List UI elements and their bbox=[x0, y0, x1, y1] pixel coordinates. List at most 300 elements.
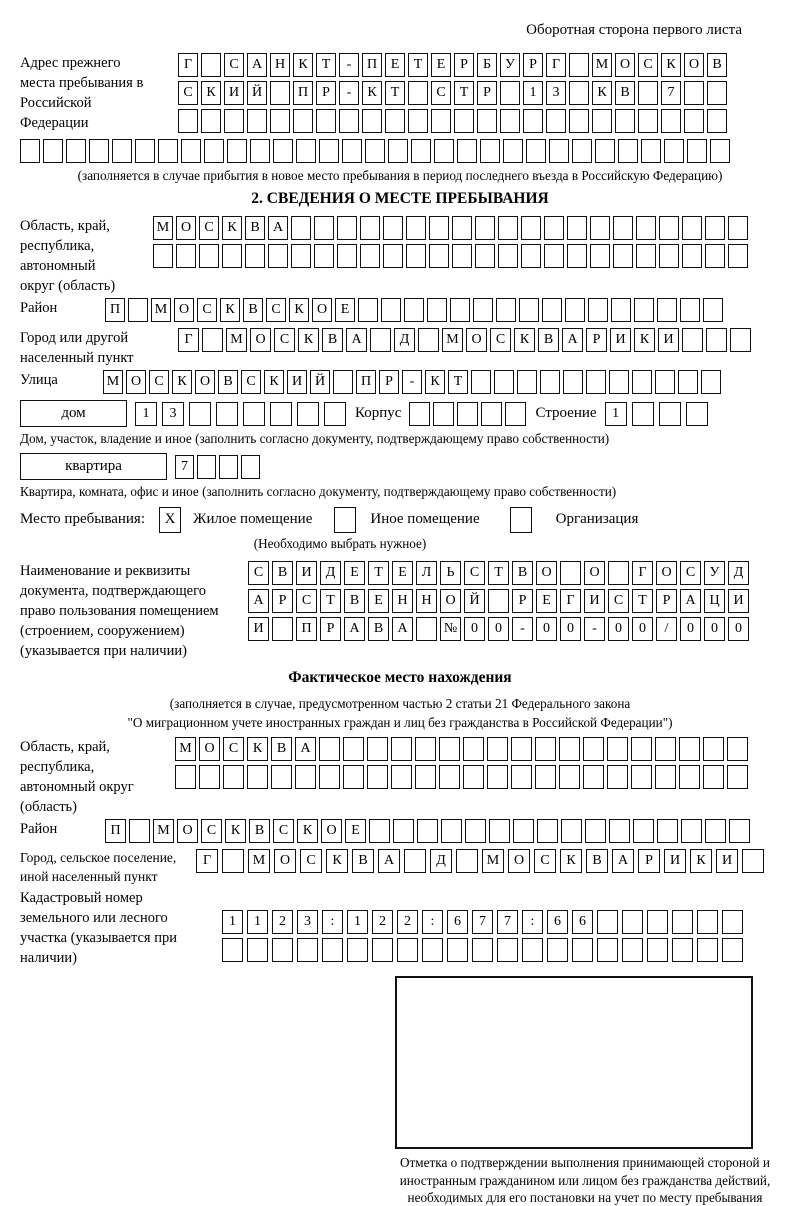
grid-cell[interactable]: № bbox=[440, 617, 461, 641]
grid-cell[interactable] bbox=[291, 216, 311, 240]
grid-cell[interactable]: О bbox=[615, 53, 635, 77]
grid-cell[interactable] bbox=[271, 765, 292, 789]
grid-cell[interactable]: И bbox=[610, 328, 631, 352]
grid-cell[interactable] bbox=[339, 109, 359, 133]
grid-cell[interactable]: С bbox=[201, 819, 222, 843]
grid-cell[interactable]: К bbox=[222, 216, 242, 240]
grid-cell[interactable]: Т bbox=[632, 589, 653, 613]
grid-cell[interactable] bbox=[367, 765, 388, 789]
grid-cell[interactable] bbox=[638, 81, 658, 105]
grid-cell[interactable] bbox=[416, 617, 437, 641]
grid-cell[interactable] bbox=[360, 216, 380, 240]
grid-cell[interactable] bbox=[452, 216, 472, 240]
grid-cell[interactable]: 0 bbox=[536, 617, 557, 641]
grid-cell[interactable] bbox=[319, 765, 340, 789]
grid-cell[interactable] bbox=[372, 938, 393, 962]
grid-cell[interactable]: О bbox=[195, 370, 215, 394]
grid-cell[interactable]: 0 bbox=[464, 617, 485, 641]
grid-cell[interactable]: О bbox=[321, 819, 342, 843]
grid-cell[interactable] bbox=[622, 938, 643, 962]
grid-cell[interactable]: У bbox=[704, 561, 725, 585]
grid-cell[interactable] bbox=[657, 298, 677, 322]
grid-cell[interactable] bbox=[567, 244, 587, 268]
grid-cell[interactable] bbox=[385, 109, 405, 133]
grid-cell[interactable] bbox=[730, 328, 751, 352]
grid-cell[interactable] bbox=[406, 216, 426, 240]
grid-cell[interactable]: С bbox=[149, 370, 169, 394]
grid-cell[interactable]: Т bbox=[454, 81, 474, 105]
grid-cell[interactable] bbox=[291, 244, 311, 268]
grid-cell[interactable] bbox=[659, 402, 681, 426]
grid-cell[interactable]: 1 bbox=[135, 402, 157, 426]
grid-cell[interactable]: К bbox=[298, 328, 319, 352]
grid-cell[interactable]: С bbox=[534, 849, 556, 873]
grid-cell[interactable] bbox=[270, 81, 290, 105]
grid-cell[interactable]: Т bbox=[320, 589, 341, 613]
grid-cell[interactable] bbox=[592, 109, 612, 133]
grid-cell[interactable] bbox=[588, 298, 608, 322]
grid-cell[interactable]: А bbox=[268, 216, 288, 240]
grid-cell[interactable]: В bbox=[707, 53, 727, 77]
grid-cell[interactable]: Е bbox=[392, 561, 413, 585]
grid-cell[interactable] bbox=[703, 298, 723, 322]
grid-cell[interactable] bbox=[622, 910, 643, 934]
grid-cell[interactable] bbox=[679, 737, 700, 761]
grid-cell[interactable]: В bbox=[352, 849, 374, 873]
grid-cell[interactable]: Е bbox=[431, 53, 451, 77]
grid-cell[interactable]: О bbox=[656, 561, 677, 585]
grid-cell[interactable]: Д bbox=[394, 328, 415, 352]
grid-cell[interactable] bbox=[201, 109, 221, 133]
grid-cell[interactable] bbox=[471, 370, 491, 394]
grid-cell[interactable]: И bbox=[728, 589, 749, 613]
grid-cell[interactable]: Й bbox=[310, 370, 330, 394]
grid-cell[interactable]: П bbox=[356, 370, 376, 394]
grid-cell[interactable] bbox=[268, 244, 288, 268]
grid-cell[interactable]: В bbox=[249, 819, 270, 843]
grid-cell[interactable] bbox=[611, 298, 631, 322]
grid-cell[interactable]: К bbox=[425, 370, 445, 394]
grid-cell[interactable] bbox=[319, 139, 339, 163]
grid-cell[interactable] bbox=[672, 910, 693, 934]
grid-cell[interactable]: В bbox=[271, 737, 292, 761]
grid-cell[interactable] bbox=[197, 455, 216, 479]
grid-cell[interactable]: Р bbox=[272, 589, 293, 613]
grid-cell[interactable]: В bbox=[615, 81, 635, 105]
grid-cell[interactable]: К bbox=[172, 370, 192, 394]
grid-cell[interactable]: А bbox=[392, 617, 413, 641]
grid-cell[interactable] bbox=[680, 298, 700, 322]
grid-cell[interactable] bbox=[273, 139, 293, 163]
grid-cell[interactable]: С bbox=[490, 328, 511, 352]
grid-cell[interactable] bbox=[397, 938, 418, 962]
grid-cell[interactable]: 0 bbox=[680, 617, 701, 641]
grid-cell[interactable] bbox=[609, 819, 630, 843]
grid-cell[interactable] bbox=[505, 402, 526, 426]
grid-cell[interactable] bbox=[706, 328, 727, 352]
grid-cell[interactable] bbox=[429, 216, 449, 240]
grid-cell[interactable] bbox=[569, 53, 589, 77]
grid-cell[interactable] bbox=[128, 298, 148, 322]
grid-cell[interactable]: 2 bbox=[372, 910, 393, 934]
grid-cell[interactable] bbox=[567, 216, 587, 240]
grid-cell[interactable] bbox=[681, 819, 702, 843]
grid-cell[interactable] bbox=[295, 765, 316, 789]
grid-cell[interactable] bbox=[563, 370, 583, 394]
grid-cell[interactable]: Г bbox=[632, 561, 653, 585]
grid-cell[interactable] bbox=[679, 765, 700, 789]
grid-cell[interactable] bbox=[409, 402, 430, 426]
grid-cell[interactable]: Г bbox=[196, 849, 218, 873]
grid-cell[interactable] bbox=[632, 402, 654, 426]
grid-cell[interactable]: Е bbox=[335, 298, 355, 322]
grid-cell[interactable]: М bbox=[592, 53, 612, 77]
grid-cell[interactable] bbox=[272, 938, 293, 962]
grid-cell[interactable]: 7 bbox=[497, 910, 518, 934]
grid-cell[interactable] bbox=[270, 109, 290, 133]
grid-cell[interactable] bbox=[728, 216, 748, 240]
grid-cell[interactable] bbox=[89, 139, 109, 163]
grid-cell[interactable]: В bbox=[272, 561, 293, 585]
grid-cell[interactable]: С bbox=[199, 216, 219, 240]
grid-cell[interactable]: - bbox=[512, 617, 533, 641]
grid-cell[interactable]: Н bbox=[392, 589, 413, 613]
grid-cell[interactable]: С bbox=[223, 737, 244, 761]
grid-cell[interactable] bbox=[500, 81, 520, 105]
grid-cell[interactable]: М bbox=[482, 849, 504, 873]
grid-cell[interactable]: : bbox=[322, 910, 343, 934]
grid-cell[interactable]: К bbox=[289, 298, 309, 322]
grid-cell[interactable] bbox=[465, 819, 486, 843]
grid-cell[interactable] bbox=[250, 139, 270, 163]
grid-cell[interactable] bbox=[697, 910, 718, 934]
grid-cell[interactable] bbox=[503, 139, 523, 163]
grid-cell[interactable] bbox=[347, 938, 368, 962]
grid-cell[interactable] bbox=[707, 81, 727, 105]
grid-cell[interactable] bbox=[569, 109, 589, 133]
grid-cell[interactable]: Р bbox=[638, 849, 660, 873]
grid-cell[interactable] bbox=[742, 849, 764, 873]
grid-cell[interactable] bbox=[549, 139, 569, 163]
grid-cell[interactable]: С bbox=[300, 849, 322, 873]
grid-cell[interactable] bbox=[511, 765, 532, 789]
grid-cell[interactable] bbox=[682, 216, 702, 240]
grid-cell[interactable] bbox=[634, 298, 654, 322]
grid-cell[interactable]: 6 bbox=[572, 910, 593, 934]
grid-cell[interactable] bbox=[337, 216, 357, 240]
grid-cell[interactable]: М bbox=[442, 328, 463, 352]
grid-cell[interactable] bbox=[314, 244, 334, 268]
grid-cell[interactable]: К bbox=[225, 819, 246, 843]
grid-cell[interactable] bbox=[686, 402, 708, 426]
grid-cell[interactable] bbox=[456, 849, 478, 873]
grid-cell[interactable]: О bbox=[126, 370, 146, 394]
grid-cell[interactable] bbox=[641, 139, 661, 163]
grid-cell[interactable]: К bbox=[661, 53, 681, 77]
grid-cell[interactable]: И bbox=[296, 561, 317, 585]
grid-cell[interactable] bbox=[418, 328, 439, 352]
grid-cell[interactable]: М bbox=[151, 298, 171, 322]
grid-cell[interactable]: М bbox=[248, 849, 270, 873]
stay-type-checkbox-organization[interactable] bbox=[510, 507, 532, 533]
grid-cell[interactable]: К bbox=[264, 370, 284, 394]
grid-cell[interactable] bbox=[245, 244, 265, 268]
grid-cell[interactable] bbox=[241, 455, 260, 479]
grid-cell[interactable]: 3 bbox=[162, 402, 184, 426]
grid-cell[interactable] bbox=[631, 765, 652, 789]
grid-cell[interactable]: О bbox=[199, 737, 220, 761]
grid-cell[interactable] bbox=[498, 216, 518, 240]
grid-cell[interactable]: И bbox=[664, 849, 686, 873]
grid-cell[interactable] bbox=[439, 765, 460, 789]
grid-cell[interactable]: А bbox=[680, 589, 701, 613]
grid-cell[interactable] bbox=[615, 109, 635, 133]
grid-cell[interactable]: К bbox=[560, 849, 582, 873]
grid-cell[interactable] bbox=[703, 765, 724, 789]
grid-cell[interactable] bbox=[457, 402, 478, 426]
grid-cell[interactable] bbox=[590, 216, 610, 240]
grid-cell[interactable]: - bbox=[402, 370, 422, 394]
grid-cell[interactable] bbox=[722, 910, 743, 934]
grid-cell[interactable] bbox=[158, 139, 178, 163]
grid-cell[interactable] bbox=[523, 109, 543, 133]
grid-cell[interactable]: К bbox=[362, 81, 382, 105]
grid-cell[interactable] bbox=[422, 938, 443, 962]
grid-cell[interactable] bbox=[473, 298, 493, 322]
grid-cell[interactable] bbox=[560, 561, 581, 585]
grid-cell[interactable] bbox=[480, 139, 500, 163]
grid-cell[interactable] bbox=[383, 244, 403, 268]
grid-cell[interactable]: Ь bbox=[440, 561, 461, 585]
grid-cell[interactable] bbox=[153, 244, 173, 268]
grid-cell[interactable] bbox=[684, 109, 704, 133]
grid-cell[interactable]: И bbox=[248, 617, 269, 641]
grid-cell[interactable] bbox=[585, 819, 606, 843]
grid-cell[interactable] bbox=[647, 910, 668, 934]
grid-cell[interactable]: О bbox=[250, 328, 271, 352]
grid-cell[interactable] bbox=[521, 216, 541, 240]
grid-cell[interactable]: / bbox=[656, 617, 677, 641]
grid-cell[interactable] bbox=[613, 216, 633, 240]
grid-cell[interactable] bbox=[657, 819, 678, 843]
grid-cell[interactable] bbox=[540, 370, 560, 394]
grid-cell[interactable]: У bbox=[500, 53, 520, 77]
grid-cell[interactable] bbox=[415, 737, 436, 761]
grid-cell[interactable]: И bbox=[716, 849, 738, 873]
grid-cell[interactable]: 1 bbox=[605, 402, 627, 426]
grid-cell[interactable] bbox=[270, 402, 292, 426]
grid-cell[interactable]: С bbox=[431, 81, 451, 105]
grid-cell[interactable] bbox=[607, 737, 628, 761]
grid-cell[interactable] bbox=[561, 819, 582, 843]
grid-cell[interactable] bbox=[441, 819, 462, 843]
grid-cell[interactable] bbox=[565, 298, 585, 322]
grid-cell[interactable] bbox=[369, 819, 390, 843]
grid-cell[interactable] bbox=[618, 139, 638, 163]
grid-cell[interactable] bbox=[222, 938, 243, 962]
grid-cell[interactable]: 0 bbox=[560, 617, 581, 641]
grid-cell[interactable]: Е bbox=[344, 561, 365, 585]
grid-cell[interactable] bbox=[703, 737, 724, 761]
grid-cell[interactable] bbox=[358, 298, 378, 322]
grid-cell[interactable]: Р bbox=[320, 617, 341, 641]
grid-cell[interactable]: Е bbox=[536, 589, 557, 613]
grid-cell[interactable] bbox=[687, 139, 707, 163]
grid-cell[interactable]: Р bbox=[379, 370, 399, 394]
grid-cell[interactable] bbox=[20, 139, 40, 163]
grid-cell[interactable] bbox=[705, 244, 725, 268]
grid-cell[interactable]: Р bbox=[477, 81, 497, 105]
grid-cell[interactable]: Т bbox=[385, 81, 405, 105]
grid-cell[interactable]: Р bbox=[316, 81, 336, 105]
grid-cell[interactable]: 1 bbox=[523, 81, 543, 105]
grid-cell[interactable]: И bbox=[287, 370, 307, 394]
grid-cell[interactable] bbox=[547, 938, 568, 962]
grid-cell[interactable] bbox=[383, 216, 403, 240]
grid-cell[interactable]: Ц bbox=[704, 589, 725, 613]
grid-cell[interactable]: : bbox=[522, 910, 543, 934]
grid-cell[interactable] bbox=[481, 402, 502, 426]
grid-cell[interactable] bbox=[583, 765, 604, 789]
grid-cell[interactable] bbox=[655, 765, 676, 789]
grid-cell[interactable]: Д bbox=[320, 561, 341, 585]
grid-cell[interactable]: А bbox=[562, 328, 583, 352]
grid-cell[interactable] bbox=[223, 765, 244, 789]
grid-cell[interactable] bbox=[406, 244, 426, 268]
grid-cell[interactable] bbox=[475, 216, 495, 240]
grid-cell[interactable]: Т bbox=[488, 561, 509, 585]
grid-cell[interactable]: С bbox=[464, 561, 485, 585]
grid-cell[interactable]: М bbox=[153, 216, 173, 240]
grid-cell[interactable] bbox=[727, 737, 748, 761]
grid-cell[interactable]: В bbox=[218, 370, 238, 394]
grid-cell[interactable] bbox=[175, 765, 196, 789]
grid-cell[interactable]: Р bbox=[656, 589, 677, 613]
grid-cell[interactable] bbox=[595, 139, 615, 163]
grid-cell[interactable] bbox=[511, 737, 532, 761]
grid-cell[interactable]: И bbox=[658, 328, 679, 352]
grid-cell[interactable]: Р bbox=[523, 53, 543, 77]
grid-cell[interactable] bbox=[343, 765, 364, 789]
grid-cell[interactable]: Е bbox=[368, 589, 389, 613]
grid-cell[interactable] bbox=[417, 819, 438, 843]
grid-cell[interactable]: О bbox=[440, 589, 461, 613]
grid-cell[interactable] bbox=[697, 938, 718, 962]
grid-cell[interactable]: К bbox=[634, 328, 655, 352]
grid-cell[interactable]: 2 bbox=[272, 910, 293, 934]
grid-cell[interactable] bbox=[500, 109, 520, 133]
grid-cell[interactable]: Г bbox=[178, 53, 198, 77]
grid-cell[interactable]: А bbox=[247, 53, 267, 77]
grid-cell[interactable]: С bbox=[638, 53, 658, 77]
grid-cell[interactable] bbox=[201, 53, 221, 77]
grid-cell[interactable] bbox=[537, 819, 558, 843]
grid-cell[interactable] bbox=[722, 938, 743, 962]
grid-cell[interactable] bbox=[337, 244, 357, 268]
grid-cell[interactable]: 2 bbox=[397, 910, 418, 934]
grid-cell[interactable] bbox=[659, 216, 679, 240]
grid-cell[interactable]: О bbox=[508, 849, 530, 873]
grid-cell[interactable] bbox=[243, 402, 265, 426]
grid-cell[interactable] bbox=[613, 244, 633, 268]
grid-cell[interactable] bbox=[434, 139, 454, 163]
grid-cell[interactable] bbox=[684, 81, 704, 105]
grid-cell[interactable] bbox=[608, 561, 629, 585]
grid-cell[interactable]: Й bbox=[247, 81, 267, 105]
grid-cell[interactable]: О bbox=[584, 561, 605, 585]
grid-cell[interactable] bbox=[682, 244, 702, 268]
grid-cell[interactable] bbox=[247, 765, 268, 789]
grid-cell[interactable] bbox=[661, 109, 681, 133]
grid-cell[interactable]: О bbox=[176, 216, 196, 240]
grid-cell[interactable]: О bbox=[466, 328, 487, 352]
grid-cell[interactable] bbox=[199, 244, 219, 268]
grid-cell[interactable] bbox=[655, 370, 675, 394]
grid-cell[interactable]: 1 bbox=[222, 910, 243, 934]
grid-cell[interactable] bbox=[664, 139, 684, 163]
grid-cell[interactable] bbox=[631, 737, 652, 761]
grid-cell[interactable] bbox=[710, 139, 730, 163]
grid-cell[interactable]: К bbox=[247, 737, 268, 761]
grid-cell[interactable]: Н bbox=[416, 589, 437, 613]
grid-cell[interactable] bbox=[535, 765, 556, 789]
grid-cell[interactable]: 0 bbox=[704, 617, 725, 641]
grid-cell[interactable]: О bbox=[177, 819, 198, 843]
grid-cell[interactable]: Т bbox=[368, 561, 389, 585]
grid-cell[interactable] bbox=[333, 370, 353, 394]
grid-cell[interactable] bbox=[66, 139, 86, 163]
grid-cell[interactable]: Р bbox=[586, 328, 607, 352]
grid-cell[interactable] bbox=[607, 765, 628, 789]
grid-cell[interactable] bbox=[489, 819, 510, 843]
grid-cell[interactable] bbox=[431, 109, 451, 133]
grid-cell[interactable] bbox=[319, 737, 340, 761]
grid-cell[interactable] bbox=[447, 938, 468, 962]
grid-cell[interactable] bbox=[216, 402, 238, 426]
grid-cell[interactable] bbox=[632, 370, 652, 394]
grid-cell[interactable]: О bbox=[684, 53, 704, 77]
grid-cell[interactable]: Н bbox=[270, 53, 290, 77]
grid-cell[interactable] bbox=[181, 139, 201, 163]
grid-cell[interactable]: Й bbox=[464, 589, 485, 613]
grid-cell[interactable]: П bbox=[296, 617, 317, 641]
grid-cell[interactable] bbox=[202, 328, 223, 352]
grid-cell[interactable]: 6 bbox=[447, 910, 468, 934]
grid-cell[interactable]: С bbox=[197, 298, 217, 322]
grid-cell[interactable]: К bbox=[326, 849, 348, 873]
grid-cell[interactable] bbox=[408, 81, 428, 105]
grid-cell[interactable] bbox=[189, 402, 211, 426]
grid-cell[interactable]: 1 bbox=[247, 910, 268, 934]
grid-cell[interactable]: 0 bbox=[488, 617, 509, 641]
grid-cell[interactable]: С bbox=[224, 53, 244, 77]
grid-cell[interactable]: П bbox=[362, 53, 382, 77]
grid-cell[interactable] bbox=[247, 938, 268, 962]
grid-cell[interactable]: - bbox=[339, 81, 359, 105]
grid-cell[interactable]: С bbox=[266, 298, 286, 322]
grid-cell[interactable] bbox=[727, 765, 748, 789]
grid-cell[interactable] bbox=[487, 765, 508, 789]
grid-cell[interactable] bbox=[219, 455, 238, 479]
grid-cell[interactable] bbox=[439, 737, 460, 761]
grid-cell[interactable]: С bbox=[241, 370, 261, 394]
grid-cell[interactable]: О bbox=[274, 849, 296, 873]
grid-cell[interactable] bbox=[293, 109, 313, 133]
grid-cell[interactable]: С bbox=[680, 561, 701, 585]
grid-cell[interactable]: Д bbox=[728, 561, 749, 585]
grid-cell[interactable]: Т bbox=[448, 370, 468, 394]
grid-cell[interactable]: М bbox=[175, 737, 196, 761]
